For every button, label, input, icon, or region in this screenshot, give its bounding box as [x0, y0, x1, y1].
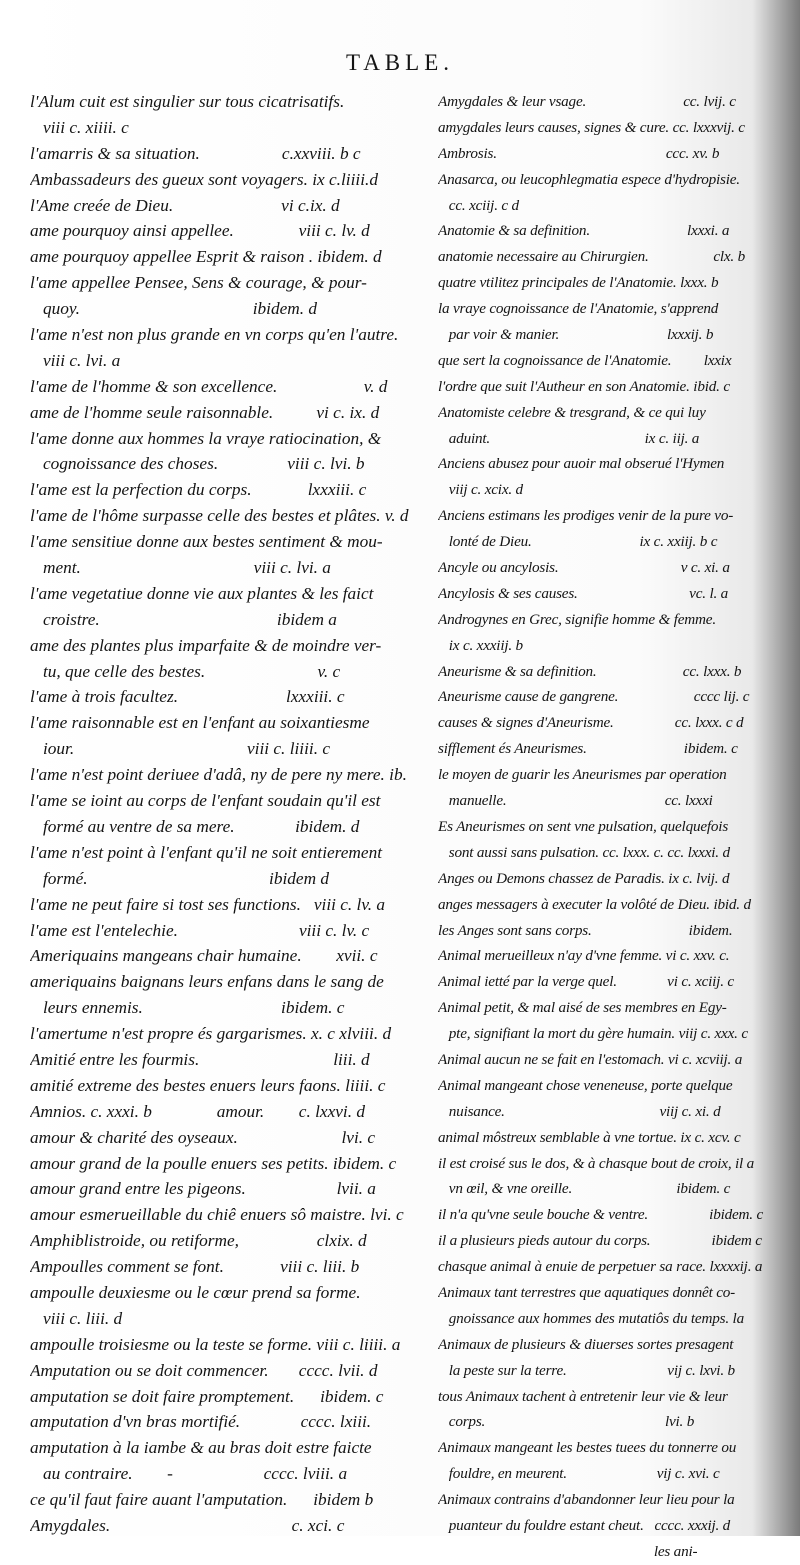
- index-entry-line: Amygdales & leur vsage. cc. lvij. c: [438, 93, 736, 110]
- index-entry-line: sifflement és Aneurismes. ibidem. c: [438, 740, 738, 758]
- right-column: [438, 89, 796, 1565]
- index-entry-line: Ambrosis. ccc. xv. b: [438, 144, 720, 162]
- index-entry-line: ampoulle deuxiesme ou le cœur prend sa forme.: [30, 1282, 361, 1302]
- index-entry-line: Animal ietté par la verge quel. vi c. xciij. c: [438, 973, 734, 991]
- index-entry-line: viij c. xcix. d: [438, 481, 523, 499]
- index-entry-line: Amputation ou se doit commencer. cccc. lvii. d: [30, 1360, 378, 1380]
- index-entry-line: Animal aucun ne se fait en l'estomach. vi c. xcviij. a: [438, 1050, 743, 1068]
- index-entry-line: lonté de Dieu. ix c. xxiij. b c: [438, 533, 718, 551]
- index-entry-line: amour & charité des oyseaux. lvi. c: [30, 1127, 376, 1147]
- index-entry-line: Amnios. c. xxxi. b amour. c. lxxvi. d: [30, 1101, 365, 1121]
- index-entry-line: viii c. liii. d: [30, 1308, 123, 1328]
- index-entry-line: quatre vtilitez principales de l'Anatomie. lxxx. b: [438, 274, 719, 292]
- index-entry-line: Es Aneurismes on sent vne pulsation, quelquefois: [438, 817, 729, 835]
- index-entry-line: l'ame est l'entelechie. viii c. lv. c: [30, 920, 370, 940]
- index-entry-line: aduint. ix c. iij. a: [438, 429, 700, 447]
- index-entry-line: Anciens abusez pour auoir mal obserué l'Hymen: [438, 455, 725, 473]
- index-entry-line: corps. lvi. b: [438, 1413, 695, 1431]
- index-entry-line: anatomie necessaire au Chirurgien. clx. b: [438, 248, 746, 266]
- index-entry-line: l'ame de l'hôme surpasse celle des bestes et plâtes. v. d: [30, 506, 409, 526]
- index-entry-line: manuelle. cc. lxxxi: [438, 792, 713, 810]
- page-title: TABLE.: [345, 50, 454, 75]
- index-entry-line: Animaux mangeant les bestes tuees du tonnerre ou: [438, 1439, 737, 1457]
- index-entry-line: il est croisé sus le dos, & à chasque bout de croix, il a: [438, 1154, 755, 1172]
- left-column: [30, 89, 430, 1539]
- index-entry-line: amour grand entre les pigeons. lvii. a: [30, 1179, 376, 1199]
- index-entry-line: amour grand de la poulle enuers ses petits. ibidem. c: [30, 1153, 397, 1173]
- index-entry-line: croistre. ibidem a: [30, 609, 337, 629]
- index-entry-line: l'ame donne aux hommes la vraye ratiocination, &: [30, 428, 382, 448]
- index-entry-line: chasque animal à enuie de perpetuer sa race. lxxxxij. a: [438, 1258, 763, 1276]
- index-entry-line: Ampoulles comment se font. viii c. liii. b: [30, 1257, 360, 1277]
- index-entry-line: la peste sur la terre. vij c. lxvi. b: [438, 1361, 735, 1379]
- index-entry-line: ce qu'il faut faire auant l'amputation. ibidem b: [30, 1490, 374, 1510]
- index-entry-line: Aneurisme & sa definition. cc. lxxx. b: [438, 662, 742, 680]
- index-entry-line: les ani-: [438, 1542, 698, 1560]
- index-entry-line: l'ame appellee Pensee, Sens & courage, & pour-: [30, 273, 367, 293]
- index-entry-line: amygdales leurs causes, signes & cure. cc. lxxxvij. c: [438, 118, 745, 136]
- index-entry-line: l'amarris & sa situation. c.xxviii. b c: [30, 143, 361, 163]
- index-entry-line: Animaux contrains d'abandonner leur lieu pour la: [438, 1491, 735, 1509]
- index-entry-line: gnoissance aux hommes des mutatiôs du temps. la: [438, 1309, 744, 1327]
- index-entry-line: Animal petit, & mal aisé de ses membres en Egy-: [438, 999, 727, 1017]
- index-entry-line: ame des plantes plus imparfaite & de moindre ver-: [30, 635, 382, 655]
- index-entry-line: formé. ibidem d: [30, 868, 330, 888]
- index-entry-line: leurs ennemis. ibidem. c: [30, 998, 345, 1018]
- index-entry-line: Amygdales. c. xci. c: [30, 1515, 345, 1535]
- index-entry-line: ix c. xxxiij. b: [438, 636, 523, 654]
- index-entry-line: Ameriquains mangeans chair humaine. xvii. c: [30, 946, 378, 966]
- index-entry-line: viii c. lvi. a: [30, 350, 121, 370]
- index-entry-line: les Anges sont sans corps. ibidem.: [438, 921, 733, 939]
- index-entry-line: puanteur du fouldre estant cheut. cccc. xxxij. d: [438, 1516, 731, 1534]
- index-entry-line: l'ame n'est point deriuee d'adâ, ny de pere ny mere. ib.: [30, 765, 407, 785]
- index-entry-line: l'ame n'est point à l'enfant qu'il ne soit entierement: [30, 842, 383, 862]
- index-entry-line: Amphiblistroide, ou retiforme, clxix. d: [30, 1231, 367, 1251]
- index-entry-line: au contraire. - cccc. lviii. a: [30, 1464, 348, 1484]
- index-entry-line: Animal mangeant chose veneneuse, porte quelque: [438, 1076, 733, 1094]
- index-entry-line: anges messagers à executer la volôté de Dieu. ibid. d: [438, 895, 751, 913]
- index-entry-line: Aneurisme cause de gangrene. cccc lij. c: [438, 688, 750, 706]
- index-entry-line: ame de l'homme seule raisonnable. vi c. ix. d: [30, 402, 380, 422]
- index-entry-line: l'Ame creée de Dieu. vi c.ix. d: [30, 195, 340, 215]
- index-entry-line: Ambassadeurs des gueux sont voyagers. ix c.liiii.d: [30, 169, 378, 189]
- index-entry-line: que sert la cognoissance de l'Anatomie. lxxix: [438, 351, 732, 369]
- index-entry-line: Androgynes en Grec, signifie homme & femme.: [438, 610, 716, 628]
- index-entry-line: amour esmerueillable du chiê enuers sô maistre. lvi. c: [30, 1205, 404, 1225]
- index-entry-line: Anges ou Demons chassez de Paradis. ix c. lvij. d: [438, 869, 730, 887]
- index-entry-line: amputation d'vn bras mortifié. cccc. lxiii.: [30, 1412, 372, 1432]
- index-entry-line: le moyen de guarir les Aneurismes par operation: [438, 766, 727, 784]
- index-entry-line: Ancylosis & ses causes. vc. l. a: [438, 584, 729, 602]
- index-entry-line: Anciens estimans les prodiges venir de la pure vo-: [438, 507, 734, 525]
- index-entry-line: vn œil, & vne oreille. ibidem. c: [438, 1180, 731, 1198]
- index-entry-line: amputation à la iambe & au bras doit estre faicte: [30, 1438, 372, 1458]
- index-entry-line: iour. viii c. liiii. c: [30, 739, 331, 759]
- index-entry-line: pte, signifiant la mort du gère humain. viij c. xxx. c: [438, 1025, 748, 1043]
- index-entry-line: l'ame ne peut faire si tost ses functions. viii c. lv. a: [30, 894, 386, 914]
- index-entry-line: l'amertume n'est propre és gargarismes. x. c xlviii. d: [30, 1024, 392, 1044]
- index-entry-line: amitié extreme des bestes enuers leurs faons. liiii. c: [30, 1075, 386, 1095]
- index-entry-line: ame pourquoy appellee Esprit & raison . ibidem. d: [30, 247, 382, 267]
- index-entry-line: quoy. ibidem. d: [30, 299, 318, 319]
- index-entry-line: il a plusieurs pieds autour du corps. ibidem c: [438, 1232, 762, 1250]
- index-entry-line: amputation se doit faire promptement. ibidem. c: [30, 1386, 384, 1406]
- index-entry-line: tu, que celle des bestes. v. c: [30, 661, 341, 681]
- index-entry-line: fouldre, en meurent. vij c. xvi. c: [438, 1465, 720, 1483]
- index-entry-line: causes & signes d'Aneurisme. cc. lxxx. c d: [438, 714, 744, 732]
- index-entry-line: Animaux de plusieurs & diuerses sortes presagent: [438, 1335, 734, 1353]
- index-entry-line: formé au ventre de sa mere. ibidem. d: [30, 816, 360, 836]
- index-entry-line: Ancyle ou ancylosis. v c. xi. a: [438, 559, 730, 577]
- index-entry-line: Anatomiste celebre & tresgrand, & ce qui luy: [438, 403, 706, 421]
- index-entry-line: l'ame sensitiue donne aux bestes sentiment & mou-: [30, 532, 383, 552]
- index-entry-line: l'ame vegetatiue donne vie aux plantes & les faict: [30, 583, 374, 603]
- index-entry-line: sont aussi sans pulsation. cc. lxxx. c. cc. lxxxi. d: [438, 843, 730, 861]
- index-entry-line: l'ame est la perfection du corps. lxxxiii. c: [30, 480, 367, 500]
- index-entry-line: nuisance. viij c. xi. d: [438, 1102, 721, 1120]
- index-entry-line: ment. viii c. lvi. a: [30, 558, 331, 578]
- index-entry-line: l'ame raisonnable est en l'enfant au soixantiesme: [30, 713, 370, 733]
- index-entry-line: par voir & manier. lxxxij. b: [438, 326, 714, 344]
- index-entry-line: l'ame à trois facultez. lxxxiii. c: [30, 687, 345, 707]
- index-entry-line: l'ame n'est non plus grande en vn corps qu'en l'autre.: [30, 325, 399, 345]
- index-entry-line: animal môstreux semblable à vne tortue. ix c. xcv. c: [438, 1128, 741, 1146]
- index-entry-line: Anatomie & sa definition. lxxxi. a: [438, 222, 730, 240]
- index-entry-line: viii c. xiiii. c: [30, 117, 129, 137]
- index-entry-line: l'Alum cuit est singulier sur tous cicatrisatifs.: [30, 92, 345, 111]
- index-entry-line: l'ame de l'homme & son excellence. v. d: [30, 376, 388, 396]
- index-entry-line: Anasarca, ou leucophlegmatia espece d'hydropisie.: [438, 170, 740, 188]
- index-entry-line: cognoissance des choses. viii c. lvi. b: [30, 454, 365, 474]
- index-entry-line: Amitié entre les fourmis. liii. d: [30, 1049, 370, 1069]
- index-entry-line: tous Animaux tachent à entretenir leur vie & leur: [438, 1387, 728, 1405]
- index-entry-line: il n'a qu'vne seule bouche & ventre. ibidem. c: [438, 1206, 764, 1224]
- index-entry-line: ameriquains baignans leurs enfans dans le sang de: [30, 972, 384, 992]
- index-entry-line: Animal merueilleux n'ay d'vne femme. vi c. xxv. c.: [438, 947, 730, 965]
- index-entry-line: ame pourquoy ainsi appellee. viii c. lv. d: [30, 221, 370, 241]
- index-entry-line: l'ordre que suit l'Autheur en son Anatomie. ibid. c: [438, 377, 730, 395]
- index-entry-line: la vraye cognoissance de l'Anatomie, s'apprend: [438, 300, 719, 318]
- index-entry-line: ampoulle troisiesme ou la teste se forme. viii c. liiii. a: [30, 1334, 401, 1354]
- index-entry-line: Animaux tant terrestres que aquatiques donnêt co-: [438, 1283, 735, 1301]
- index-entry-line: cc. xciij. c d: [438, 196, 519, 214]
- index-entry-line: l'ame se ioint au corps de l'enfant soudain qu'il est: [30, 791, 381, 811]
